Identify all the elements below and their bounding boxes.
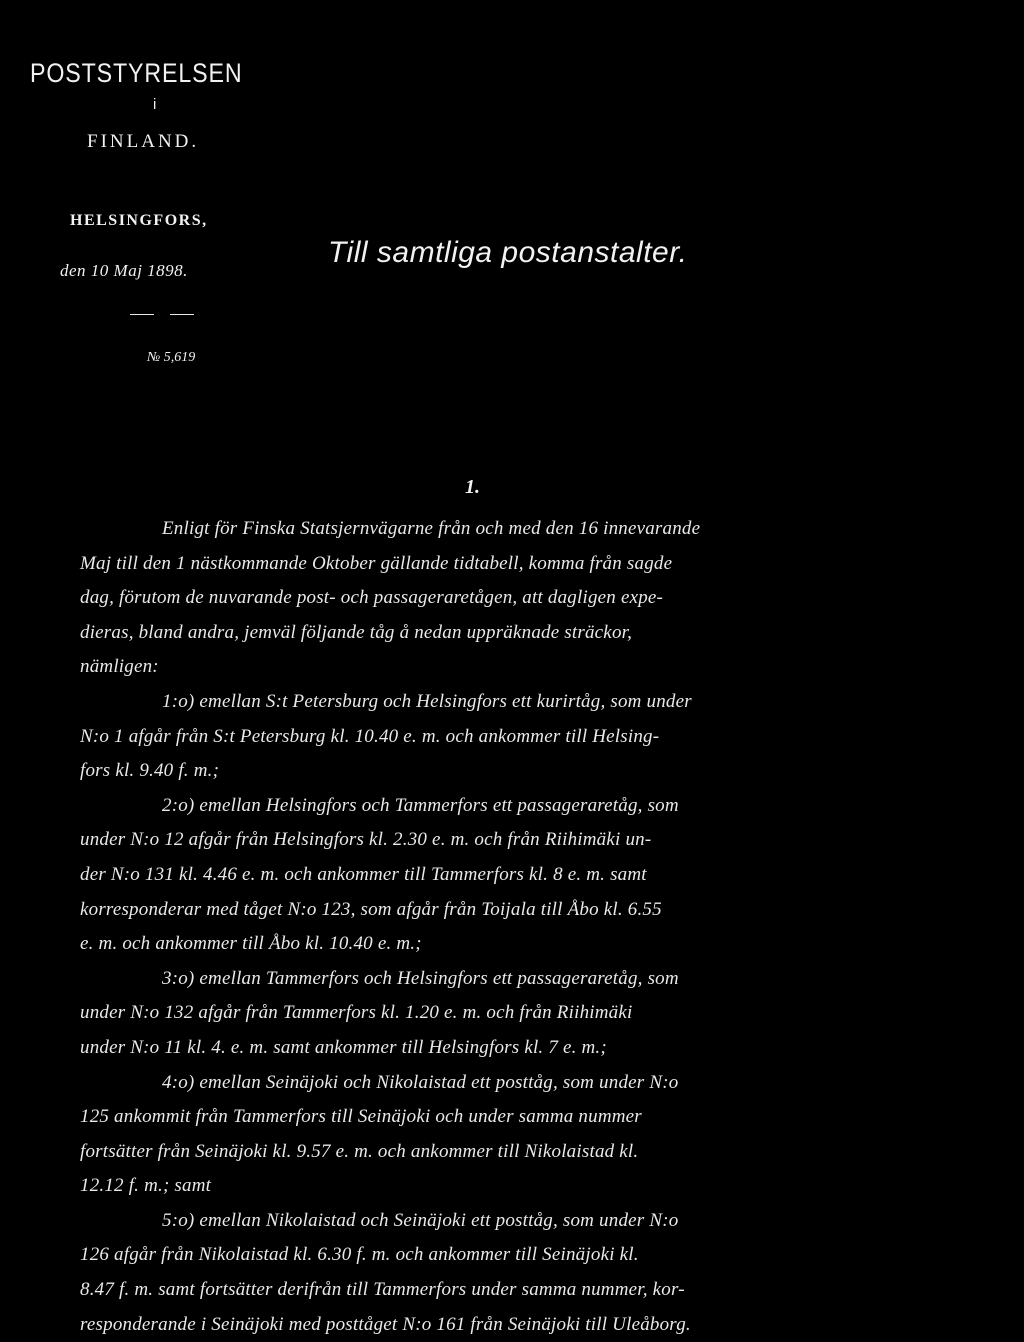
- section-number: 1.: [465, 476, 480, 498]
- body-line: N:o 1 afgår från S:t Petersburg kl. 10.40 e. m. och ankommer till Helsing-: [80, 725, 660, 747]
- document-body: [80, 512, 870, 1342]
- body-line: 8.47 f. m. samt fortsätter derifrån till Tammerfors under samma nummer, kor-: [80, 1279, 685, 1301]
- body-line: 125 ankommit från Tammerfors till Seinäjoki och under samma nummer: [80, 1106, 642, 1128]
- body-line: 126 afgår från Nikolaistad kl. 6.30 f. m. och ankommer till Seinäjoki kl.: [80, 1244, 639, 1266]
- body-line: 4:o) emellan Seinäjoki och Nikolaistad ett posttåg, som under N:o: [162, 1071, 679, 1093]
- body-line: Enligt för Finska Statsjernvägarne från och med den 16 innevarande: [162, 518, 701, 539]
- body-line: under N:o 12 afgår från Helsingfors kl. 2.30 e. m. och från Riihimäki un-: [80, 829, 652, 851]
- body-line: dag, förutom de nuvarande post- och passageraretågen, att dagligen expe-: [80, 587, 664, 609]
- body-line: nämligen:: [80, 656, 159, 678]
- reference-number: № 5,619: [147, 350, 196, 365]
- body-line: responderande i Seinäjoki med posttåget N:o 161 från Seinäjoki till Uleåborg.: [80, 1313, 691, 1335]
- addressee-heading: Till samtliga postanstalter.: [328, 236, 688, 269]
- body-line: dieras, bland andra, jemväl följande tåg å nedan uppräknade sträckor,: [80, 621, 633, 643]
- body-line: korresponderar med tåget N:o 123, som afgår från Toijala till Åbo kl. 6.55: [80, 898, 662, 920]
- organization-name: POSTSTYRELSEN: [30, 58, 243, 88]
- body-line: der N:o 131 kl. 4.46 e. m. och ankommer till Tammerfors kl. 8 e. m. samt: [80, 863, 647, 885]
- body-line: under N:o 132 afgår från Tammerfors kl. 1.20 e. m. och från Riihimäki: [80, 1002, 633, 1024]
- body-line: 1:o) emellan S:t Petersburg och Helsingfors ett kurirtåg, som under: [162, 690, 692, 712]
- body-line: e. m. och ankommer till Åbo kl. 10.40 e. m.;: [80, 933, 422, 955]
- body-line: 3:o) emellan Tammerfors och Helsingfors ett passageraretåg, som: [162, 967, 679, 989]
- place-of-issue: HELSINGFORS,: [70, 212, 208, 229]
- body-line: fors kl. 9.40 f. m.;: [80, 760, 220, 782]
- body-line: Maj till den 1 nästkommande Oktober gällande tidtabell, komma från sagde: [80, 552, 673, 574]
- header-divider: [130, 314, 194, 315]
- organization-country: FINLAND.: [87, 131, 200, 152]
- issue-date: den 10 Maj 1898.: [60, 261, 188, 280]
- body-line: under N:o 11 kl. 4. e. m. samt ankommer till Helsingfors kl. 7 e. m.;: [80, 1036, 607, 1058]
- body-line: 12.12 f. m.; samt: [80, 1175, 212, 1197]
- body-line: 2:o) emellan Helsingfors och Tammerfors ett passageraretåg, som: [162, 794, 679, 816]
- body-line: 5:o) emellan Nikolaistad och Seinäjoki ett posttåg, som under N:o: [162, 1209, 679, 1231]
- body-line: fortsätter från Seinäjoki kl. 9.57 e. m. och ankommer till Nikolaistad kl.: [80, 1140, 639, 1162]
- organization-conjunction: i: [153, 96, 157, 113]
